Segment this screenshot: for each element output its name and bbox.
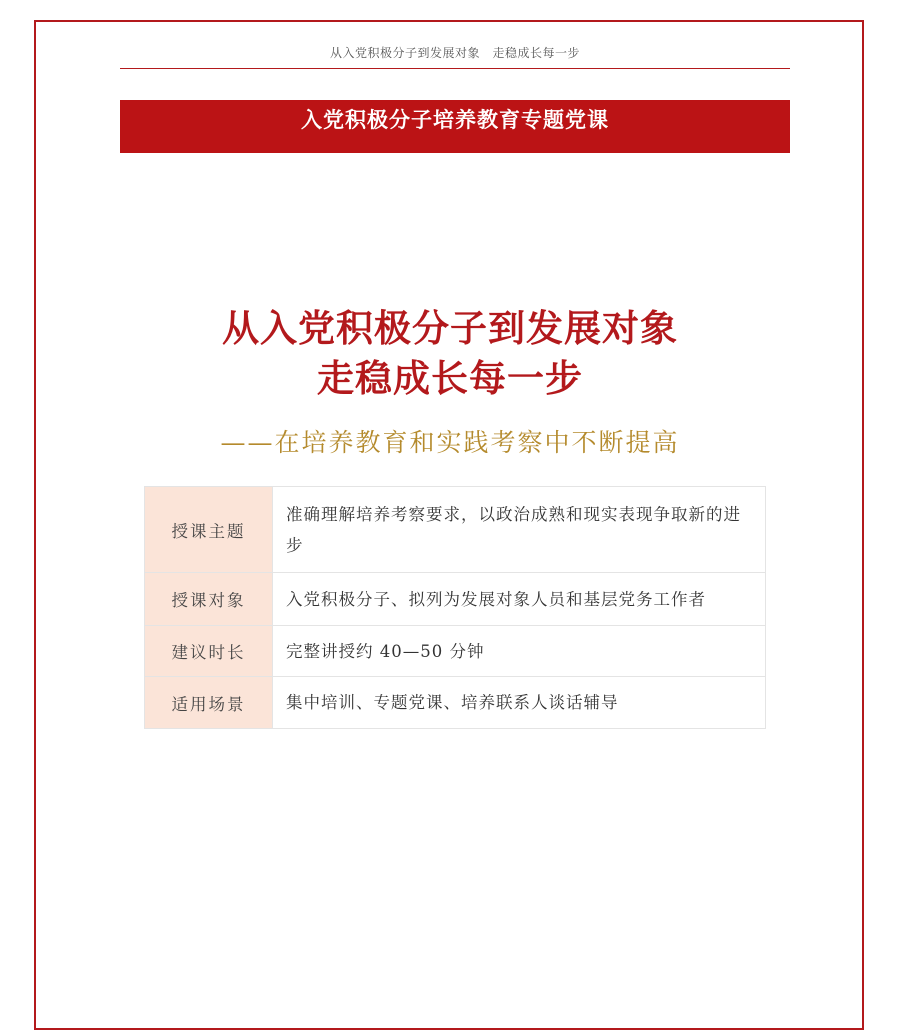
lesson-banner bbox=[120, 100, 790, 153]
header-divider bbox=[120, 68, 790, 69]
table-row bbox=[145, 573, 766, 626]
main-title-line-2: 走稳成长每一步 bbox=[317, 357, 583, 400]
table-row bbox=[145, 487, 766, 573]
running-header: 从入党积极分子到发展对象 走稳成长每一步 bbox=[329, 46, 580, 60]
row-label-scenario: 适用场景 bbox=[145, 677, 273, 729]
main-title-line-1: 从入党积极分子到发展对象 bbox=[222, 307, 678, 350]
row-label-duration: 建议时长 bbox=[145, 626, 273, 677]
row-value-duration: 完整讲授约 40—50 分钟 bbox=[273, 626, 766, 677]
row-value-scenario: 集中培训、专题党课、培养联系人谈话辅导 bbox=[273, 677, 766, 729]
table-row bbox=[145, 626, 766, 677]
row-label-topic: 授课主题 bbox=[145, 487, 273, 573]
row-value-topic: 准确理解培养考察要求，以政治成熟和现实表现争取新的进步 bbox=[273, 487, 766, 573]
banner-title: 入党积极分子培养教育专题党课 bbox=[301, 108, 609, 132]
table-row bbox=[145, 677, 766, 729]
row-value-audience: 入党积极分子、拟列为发展对象人员和基层党务工作者 bbox=[273, 573, 766, 626]
row-label-audience: 授课对象 bbox=[145, 573, 273, 626]
info-table bbox=[144, 486, 766, 729]
subtitle: ——在培养教育和实践考察中不断提高 bbox=[220, 428, 680, 457]
